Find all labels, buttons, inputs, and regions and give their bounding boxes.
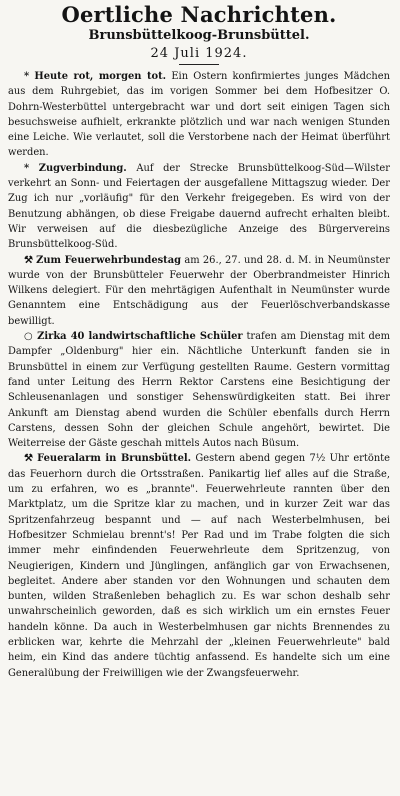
article-zugverbindung [8, 161, 390, 253]
article-headline: Heute rot, morgen tot. [34, 71, 167, 82]
article-body: trafen am Dienstag mit dem Dampfer „Oldenburg" hier ein. Nächtliche Unterkunft fanden sie in Brunsbüttel in einem zur Verfügung gestellten Raume. Gestern vormittag fand unter Leitung des Herrn Rektor Carstens eine Besichtigung der Schleusenanlagen und sonstiger Sehenswürdigkeiten statt. Bei ihrer Ankunft am Dienstag abend wurden die Schüler ebenfalls durch Herrn Carstens, dessen Sohn der gleichen Schule angehört, bewirtet. Die Weiterreise der Gäste geschah mittels Autos nach Büsum. [8, 331, 391, 450]
article-feueralarm [8, 451, 390, 680]
issue-date: 24 Juli 1924. [150, 46, 248, 61]
asterisk-icon: * [24, 162, 30, 174]
article-body: am 26., 27. und 28. d. M. in Neumünster wurde von der Brunsbütteler Feuerwehr der Oberbrandmeister Hinrich Wilkens delegiert. Für den mehrtägigen Aufenthalt in Neumünster wurde Genanntem eine Entschädigung aus der Feuerlöschverbandskasse bewilligt. [8, 254, 390, 327]
article-headline: Zirka 40 landwirtschaftliche Schüler [37, 331, 243, 343]
article-heute-rot [8, 69, 390, 161]
asterisk-icon: * [24, 71, 30, 82]
article-body: Gestern abend gegen 7½ Uhr ertönte das Feuerhorn durch die Ortsstraßen. Panikartig lief alles auf die Straße, um zu erfahren, wo es „brannte". Feuerwehrleute rannten über den Marktplatz, um die Spritze klar zu machen, und in kurzer Zeit war das Spritzenfahrzeug bespannt und — auf nach Westerbelmhusen, bei Hofbesitzer Schmielau brennt's! Per Rad und im Trabe folgten die sich immer mehr einfindenden Feuerwehrleute dem Spritzenzug, von Neugierigen, Kindern und Jünglingen, anfänglich gar von Erwachsenen, begleitet. Andere aber standen vor den Wohnungen und schauten dem bunten, wilden Straßenleben behaglich zu. Es war schon deshalb sehr unwahrscheinlich geworden, daß es sich wirklich um ein ernstes Feuer handeln könne. Da auch in Westerbelmhusen gar nichts Brennendes zu erblicken war, kehrte die Mehrzahl der „kleinen Feuerwehrleute" bald heim, ein Kind das andere tüchtig anfassend. Es handelte sich um eine Generalübung der Freiwilligen wie der Zwangsfeuerwehr. [8, 453, 390, 679]
article-body: Auf der Strecke Brunsbüttelkoog-Süd—Wilster verkehrt an Sonn- und Feiertagen der ausgefallene Mittagszug wieder. Der Zug ich nur „vorläufig" für den Verkehr freigegeben. Es wird von der Benutzung abhängen, ob diese Freigabe dauernd aufrecht erhalten bleibt. Wir verweisen auf die diesbezügliche Anzeige des Bürgervereins Brunsbüttelkoog-Süd. [8, 162, 390, 251]
crossed-axes-icon: ⚒ [24, 254, 33, 266]
section-title: Oertliche Nachrichten. [61, 2, 337, 27]
crossed-axes-icon: ⚒ [24, 453, 33, 465]
article-headline: Zum Feuerwehrbundestag [36, 254, 182, 266]
article-headline: Zugverbindung. [38, 162, 127, 174]
circle-icon: ○ [24, 331, 34, 343]
article-body: Ein Ostern konfirmiertes junges Mädchen aus dem Ruhrgebiet, das im vorigen Sommer bei dem Hofbesitzer O. Dohrn-Westerbüttel untergebracht war und dort seit einigen Tagen sich besuchsweise aufhielt, erkrankte plötzlich und war nach wenigen Stunden eine Leiche. Wie verlautet, soll die Verstorbene nach der Heimat überführt werden. [8, 71, 390, 159]
article-feuerwehrbundestag [8, 253, 390, 329]
article-landwirtschaftliche-schueler [8, 329, 390, 451]
article-headline: Feueralarm in Brunsbüttel. [37, 453, 192, 465]
header-divider [179, 64, 219, 65]
section-subtitle: Brunsbüttelkoog-Brunsbüttel. [88, 28, 310, 43]
